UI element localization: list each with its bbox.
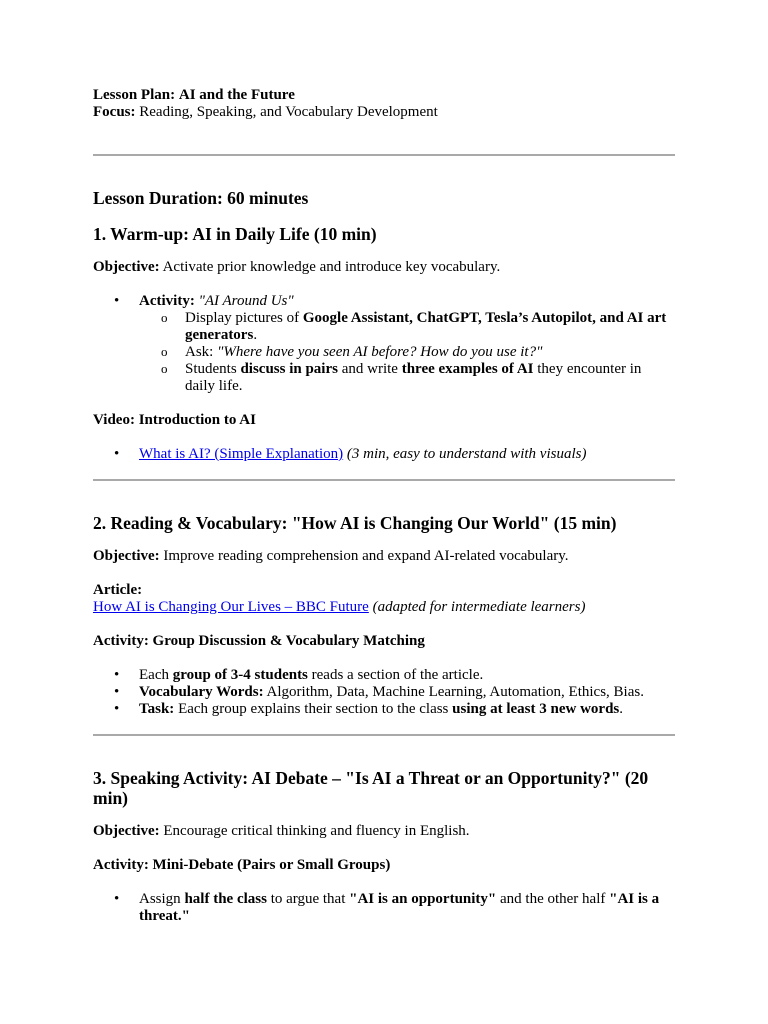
video-list bbox=[93, 446, 675, 463]
article-label: Article: bbox=[93, 582, 143, 598]
section2-list bbox=[93, 667, 675, 718]
list-item: • Task: Each group explains their section to the class using at least 3 new words. bbox=[93, 701, 675, 718]
list-item: • Vocabulary Words: Algorithm, Data, Machine Learning, Automation, Ethics, Bias. bbox=[93, 684, 675, 701]
article-line: How AI is Changing Our Lives – BBC Future (adapted for intermediate learners) bbox=[93, 599, 586, 615]
lesson-focus: Focus: Reading, Speaking, and Vocabulary Development bbox=[93, 104, 438, 120]
section1-objective: Objective: Activate prior knowledge and introduce key vocabulary. bbox=[93, 259, 501, 275]
section2-activity-heading: Activity: Group Discussion & Vocabulary Matching bbox=[93, 633, 425, 649]
section1-heading: 1. Warm-up: AI in Daily Life (10 min) bbox=[93, 224, 377, 244]
list-item: • Assign half the class to argue that "AI is an opportunity" and the other half "AI is a threat." bbox=[93, 891, 675, 925]
section3-heading: 3. Speaking Activity: AI Debate – "Is AI a Threat or an Opportunity?" (20 min) bbox=[93, 768, 649, 808]
section2-objective: Objective: Improve reading comprehension and expand AI-related vocabulary. bbox=[93, 548, 569, 564]
section3-activity-heading: Activity: Mini-Debate (Pairs or Small Groups) bbox=[93, 857, 391, 873]
list-item: o Ask: "Where have you seen AI before? How do you use it?" bbox=[139, 344, 675, 361]
section3-objective: Objective: Encourage critical thinking and fluency in English. bbox=[93, 823, 470, 839]
section1-activity-list bbox=[93, 293, 675, 395]
video-link[interactable]: What is AI? (Simple Explanation) bbox=[139, 446, 344, 462]
list-item: o Display pictures of Google Assistant, ChatGPT, Tesla’s Autopilot, and AI art generators. bbox=[139, 310, 675, 344]
video-heading: Video: Introduction to AI bbox=[93, 412, 256, 428]
lesson-duration: Lesson Duration: 60 minutes bbox=[93, 188, 309, 208]
document-body bbox=[93, 87, 675, 925]
section2-heading: 2. Reading & Vocabulary: "How AI is Changing Our World" (15 min) bbox=[93, 513, 617, 533]
list-item: • Activity: "AI Around Us" o Display pictures of Google Assistant, ChatGPT, Tesla’s Autopilot, and AI art generators. o Ask: "Where have you seen AI before? How do you use it?" o Students discuss in pairs and write three examples of AI they encounter in daily life. bbox=[93, 293, 675, 395]
list-item: • Each group of 3-4 students reads a section of the article. bbox=[93, 667, 675, 684]
list-item: o Students discuss in pairs and write three examples of AI they encounter in daily life. bbox=[139, 361, 675, 395]
lesson-title: Lesson Plan: AI and the Future bbox=[93, 87, 295, 103]
article-link[interactable]: How AI is Changing Our Lives – BBC Future bbox=[93, 599, 369, 615]
section3-list bbox=[93, 891, 675, 925]
list-item: • What is AI? (Simple Explanation) (3 min, easy to understand with visuals) bbox=[93, 446, 675, 463]
sub-list bbox=[139, 310, 675, 395]
